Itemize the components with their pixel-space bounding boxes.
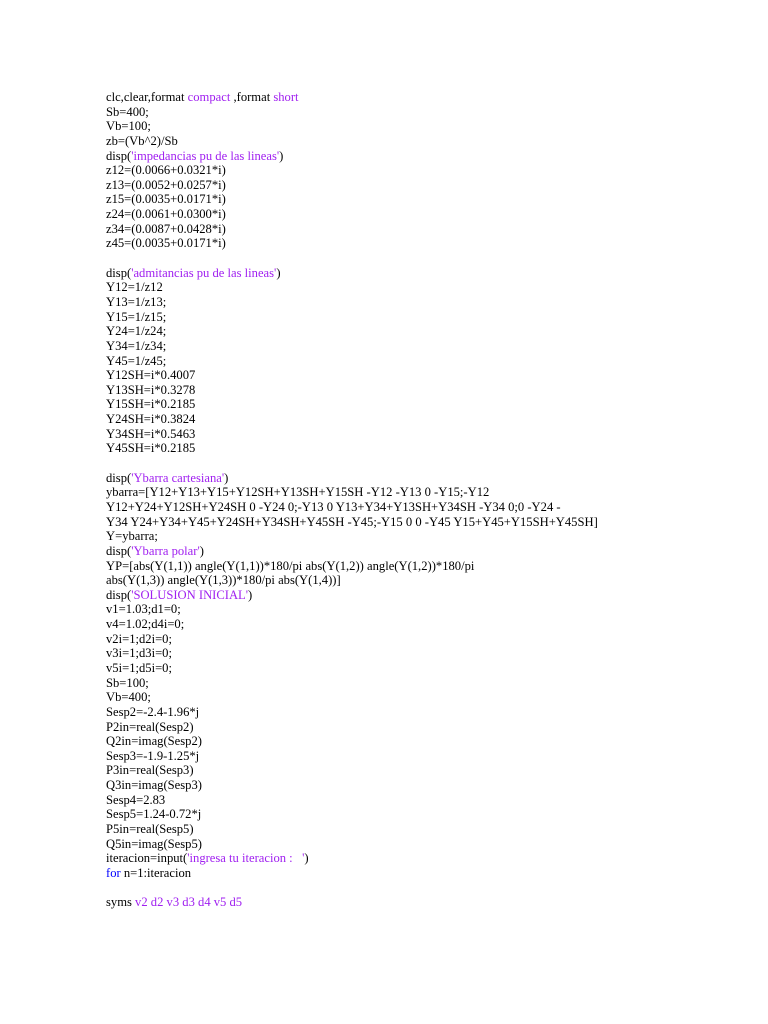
- code-text: Y13SH=i*0.3278: [106, 382, 196, 397]
- code-text: z34=(0.0087+0.0428*i): [106, 221, 226, 236]
- code-text: zb=(Vb^2)/Sb: [106, 133, 178, 148]
- code-text: Y12+Y24+Y12SH+Y24SH 0 -Y24 0;-Y13 0 Y13+Y34+Y13SH+Y34SH -Y34 0;0 -Y24 -: [106, 499, 561, 514]
- code-line: [106, 441, 746, 456]
- code-text: Y45=1/z45;: [106, 353, 167, 368]
- code-text: ): [276, 265, 281, 280]
- code-text: syms: [106, 895, 136, 910]
- blank-line: [106, 251, 746, 266]
- code-text: Vb=400;: [106, 690, 151, 705]
- code-line: [106, 676, 746, 691]
- code-line: [106, 266, 746, 281]
- code-text: disp(: [106, 587, 132, 602]
- code-line: [106, 529, 746, 544]
- code-text: ybarra=[Y12+Y13+Y15+Y12SH+Y13SH+Y15SH -Y12 -Y13 0 -Y15;-Y12: [106, 485, 490, 500]
- code-line: [106, 324, 746, 339]
- code-text: v5i=1;d5i=0;: [106, 660, 172, 675]
- code-text: Y34 Y24+Y34+Y45+Y24SH+Y34SH+Y45SH -Y45;-Y15 0 0 -Y45 Y15+Y45+Y15SH+Y45SH]: [106, 514, 598, 529]
- code-line: [106, 427, 746, 442]
- code-string: 'ingresa tu iteracion : ': [187, 851, 305, 866]
- code-text: z24=(0.0061+0.0300*i): [106, 207, 226, 222]
- code-line: [106, 866, 746, 881]
- code-text: Sb=100;: [106, 675, 149, 690]
- code-text: Q2in=imag(Sesp2): [106, 734, 202, 749]
- code-line: [106, 397, 746, 412]
- code-line: [106, 807, 746, 822]
- code-text: ): [304, 851, 309, 866]
- code-line: [106, 559, 746, 574]
- code-line: [106, 544, 746, 559]
- code-line: [106, 851, 746, 866]
- code-line: [106, 295, 746, 310]
- code-text: Y24=1/z24;: [106, 324, 167, 339]
- code-text: YP=[abs(Y(1,1)) angle(Y(1,1))*180/pi abs(Y(1,2)) angle(Y(1,2))*180/pi: [106, 558, 475, 573]
- code-line: [106, 837, 746, 852]
- code-line: [106, 280, 746, 295]
- code-text: ,format: [230, 90, 274, 104]
- code-line: [106, 149, 746, 164]
- code-line: [106, 749, 746, 764]
- code-text: Q5in=imag(Sesp5): [106, 836, 202, 851]
- code-line: [106, 778, 746, 793]
- code-line: [106, 720, 746, 735]
- code-text: Y=ybarra;: [106, 529, 158, 544]
- code-text: Y15=1/z15;: [106, 309, 167, 324]
- code-text: Y13=1/z13;: [106, 294, 167, 309]
- code-line: [106, 734, 746, 749]
- code-text: v1=1.03;d1=0;: [106, 602, 181, 617]
- code-text: Y12SH=i*0.4007: [106, 368, 196, 383]
- code-line: [106, 105, 746, 120]
- code-line: [106, 895, 746, 910]
- code-line: [106, 471, 746, 486]
- code-text: Q3in=imag(Sesp3): [106, 778, 202, 793]
- code-line: [106, 368, 746, 383]
- code-line: [106, 617, 746, 632]
- code-text: Y34SH=i*0.5463: [106, 426, 196, 441]
- code-line: [106, 354, 746, 369]
- code-text: P3in=real(Sesp3): [106, 763, 194, 778]
- code-text: z45=(0.0035+0.0171*i): [106, 236, 226, 251]
- code-string: 'impedancias pu de las lineas': [131, 148, 280, 163]
- code-line: [106, 763, 746, 778]
- code-text: Sesp2=-2.4-1.96*j: [106, 704, 200, 719]
- code-text: P2in=real(Sesp2): [106, 719, 194, 734]
- code-line: [106, 515, 746, 530]
- code-text: Y24SH=i*0.3824: [106, 412, 196, 427]
- code-line: [106, 485, 746, 500]
- code-line: [106, 339, 746, 354]
- code-line: [106, 705, 746, 720]
- code-line: [106, 192, 746, 207]
- code-text: ): [248, 587, 253, 602]
- code-string: short: [273, 90, 299, 104]
- code-text: Sesp5=1.24-0.72*j: [106, 807, 202, 822]
- code-line: [106, 602, 746, 617]
- code-line: [106, 573, 746, 588]
- code-string: 'Ybarra polar': [131, 543, 200, 558]
- blank-line: [106, 456, 746, 471]
- code-line: [106, 134, 746, 149]
- code-text: z13=(0.0052+0.0257*i): [106, 177, 226, 192]
- code-line: [106, 163, 746, 178]
- code-listing: [106, 90, 746, 910]
- code-text: Y34=1/z34;: [106, 338, 167, 353]
- code-line: [106, 90, 746, 105]
- code-string: 'admitancias pu de las lineas': [131, 265, 277, 280]
- code-line: [106, 690, 746, 705]
- code-text: clc,clear,format: [106, 90, 188, 104]
- code-text: ): [199, 543, 204, 558]
- code-line: [106, 119, 746, 134]
- code-text: abs(Y(1,3)) angle(Y(1,3))*180/pi abs(Y(1,4))]: [106, 573, 341, 588]
- code-text: v3i=1;d3i=0;: [106, 646, 172, 661]
- code-text: P5in=real(Sesp5): [106, 822, 194, 837]
- blank-line: [106, 881, 746, 896]
- code-line: [106, 310, 746, 325]
- code-text: Sb=400;: [106, 104, 149, 119]
- code-line: [106, 646, 746, 661]
- code-line: [106, 207, 746, 222]
- code-text: ): [224, 470, 229, 485]
- code-string: 'Ybarra cartesiana': [131, 470, 225, 485]
- code-text: iteracion=input(: [106, 851, 188, 866]
- code-text: disp(: [106, 148, 132, 163]
- code-string: 'SOLUSION INICIAL': [131, 587, 249, 602]
- code-line: [106, 236, 746, 251]
- code-text: n=1:iteracion: [120, 865, 192, 880]
- code-line: [106, 793, 746, 808]
- code-string: v2 d2 v3 d3 d4 v5 d5: [135, 895, 243, 910]
- code-line: [106, 822, 746, 837]
- code-string: compact: [187, 90, 231, 104]
- code-line: [106, 412, 746, 427]
- code-text: disp(: [106, 543, 132, 558]
- code-keyword: for: [106, 865, 121, 880]
- code-text: v4=1.02;d4i=0;: [106, 617, 185, 632]
- code-text: z15=(0.0035+0.0171*i): [106, 192, 226, 207]
- code-text: v2i=1;d2i=0;: [106, 631, 172, 646]
- code-line: [106, 178, 746, 193]
- code-line: [106, 588, 746, 603]
- code-text: Sesp3=-1.9-1.25*j: [106, 748, 200, 763]
- code-text: disp(: [106, 470, 132, 485]
- code-line: [106, 661, 746, 676]
- code-text: Y12=1/z12: [106, 280, 163, 295]
- code-text: Vb=100;: [106, 119, 151, 134]
- code-text: ): [279, 148, 284, 163]
- code-text: Y45SH=i*0.2185: [106, 441, 196, 456]
- code-line: [106, 383, 746, 398]
- code-line: [106, 632, 746, 647]
- code-text: Sesp4=2.83: [106, 792, 166, 807]
- code-text: Y15SH=i*0.2185: [106, 397, 196, 412]
- code-text: disp(: [106, 265, 132, 280]
- code-line: [106, 500, 746, 515]
- code-text: z12=(0.0066+0.0321*i): [106, 163, 226, 178]
- code-line: [106, 222, 746, 237]
